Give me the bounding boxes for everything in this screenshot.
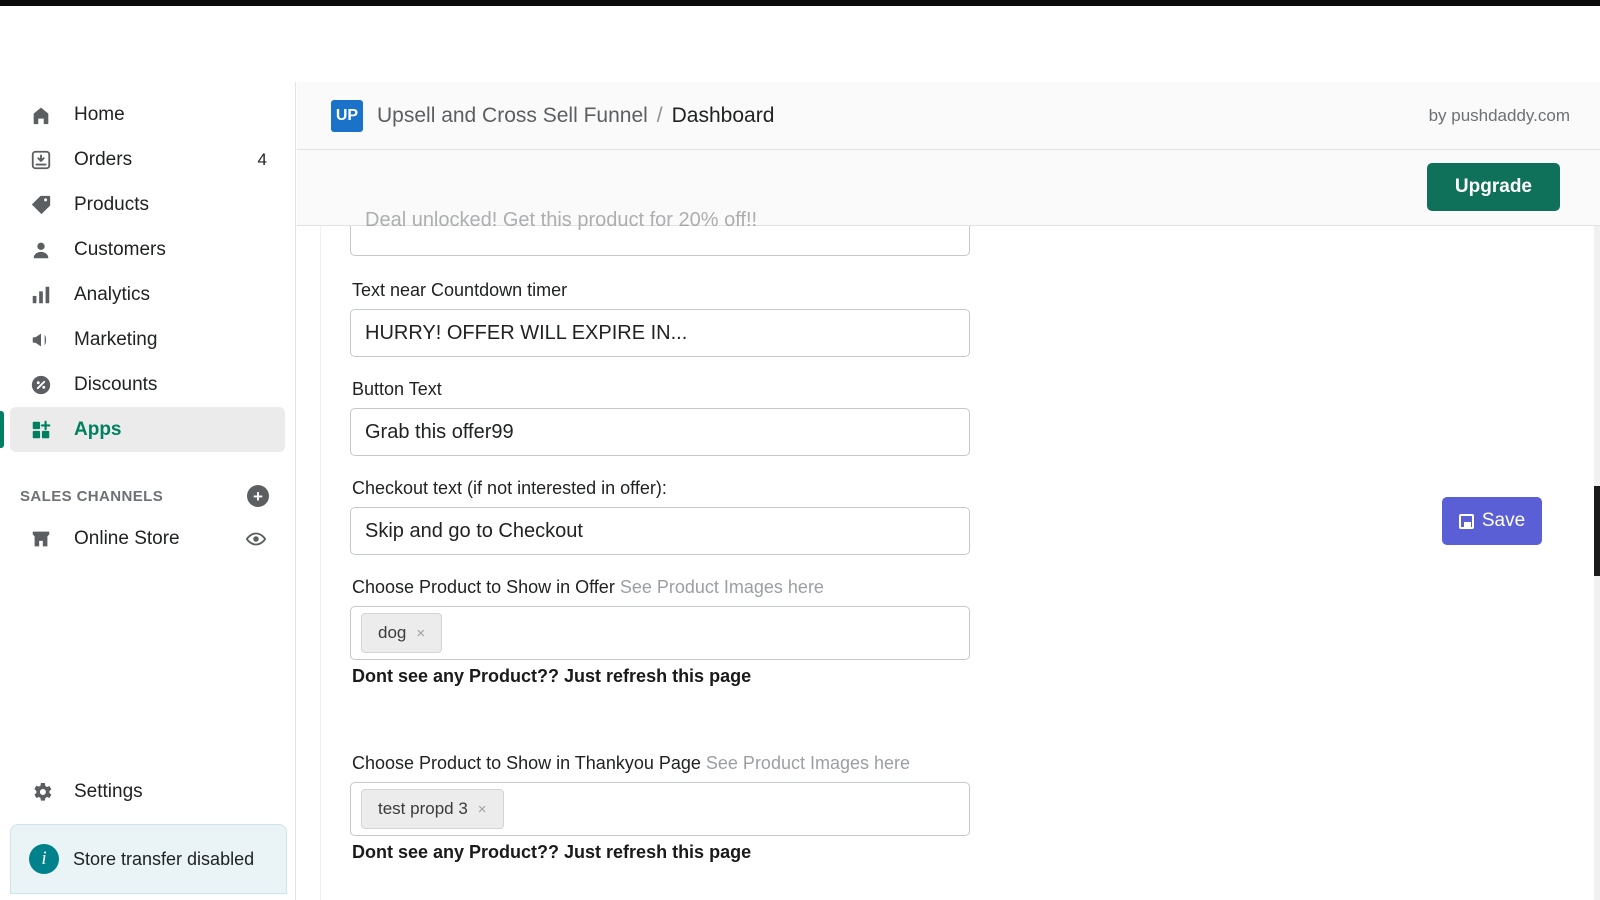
bar-chart-icon bbox=[30, 283, 60, 307]
sales-channels-section-header bbox=[0, 482, 295, 510]
field-label: Checkout text (if not interested in offer): bbox=[352, 478, 667, 498]
home-icon bbox=[30, 103, 60, 127]
checkout-text-input[interactable] bbox=[350, 507, 970, 555]
app-content-frame bbox=[321, 209, 1600, 900]
sidebar-item-orders[interactable] bbox=[10, 137, 285, 182]
app-logo-badge: UP bbox=[331, 100, 363, 132]
field-label: Button Text bbox=[352, 379, 442, 399]
sidebar-item-label: Analytics bbox=[74, 283, 151, 305]
field-button-text bbox=[350, 379, 970, 456]
product-offer-token-field[interactable] bbox=[350, 606, 970, 660]
close-icon[interactable]: × bbox=[477, 800, 487, 818]
sidebar-item-online-store[interactable] bbox=[10, 516, 285, 561]
breadcrumb-page-name: Dashboard bbox=[671, 103, 775, 127]
save-button[interactable] bbox=[1442, 497, 1542, 545]
settings-form bbox=[350, 209, 970, 885]
product-token-label: test propd 3 bbox=[378, 799, 468, 818]
button-text-input[interactable] bbox=[350, 408, 970, 456]
form-spacer bbox=[350, 709, 970, 753]
sidebar-item-label: Orders bbox=[74, 148, 133, 170]
sidebar-item-label: Marketing bbox=[74, 328, 158, 350]
sidebar-item-label: Apps bbox=[74, 418, 122, 440]
sidebar-item-settings[interactable] bbox=[10, 769, 285, 814]
sidebar-item-label: Discounts bbox=[74, 373, 158, 395]
product-token[interactable] bbox=[361, 789, 504, 829]
product-offer-images-link[interactable]: See Product Images here bbox=[619, 577, 824, 597]
field-checkout-text bbox=[350, 478, 970, 555]
countdown-text-input[interactable] bbox=[350, 309, 970, 357]
page-scrollbar-thumb[interactable] bbox=[1594, 486, 1600, 576]
breadcrumb-separator: / bbox=[656, 103, 663, 127]
orders-inbox-icon bbox=[30, 148, 60, 172]
app-header bbox=[297, 82, 1600, 150]
megaphone-icon bbox=[30, 328, 60, 352]
product-thankyou-label: Choose Product to Show in Thankyou Page bbox=[352, 753, 701, 773]
close-icon[interactable]: × bbox=[416, 624, 426, 642]
sidebar-item-customers[interactable] bbox=[10, 227, 285, 272]
offer-headline-input-clipped[interactable] bbox=[350, 209, 970, 256]
person-icon bbox=[30, 238, 60, 262]
store-transfer-banner[interactable] bbox=[10, 824, 287, 894]
sidebar-item-products[interactable] bbox=[10, 182, 285, 227]
app-byline: by pushdaddy.com bbox=[1428, 105, 1570, 125]
page-scrollbar[interactable] bbox=[1594, 226, 1600, 900]
upgrade-button[interactable]: Upgrade bbox=[1427, 163, 1560, 211]
sidebar bbox=[0, 82, 296, 900]
sidebar-item-label: Online Store bbox=[74, 527, 180, 549]
plus-circle-icon[interactable]: + bbox=[247, 485, 269, 507]
sidebar-item-label: Home bbox=[74, 103, 125, 125]
product-thankyou-hint: Dont see any Product?? Just refresh this page bbox=[352, 842, 752, 862]
settings-row bbox=[0, 769, 295, 814]
info-icon: i bbox=[29, 844, 59, 874]
save-disk-icon bbox=[1459, 514, 1474, 529]
apps-grid-icon bbox=[30, 418, 60, 442]
sidebar-item-label: Settings bbox=[74, 780, 143, 802]
save-button-label: Save bbox=[1481, 510, 1526, 531]
breadcrumb-app-name[interactable]: Upsell and Cross Sell Funnel bbox=[377, 103, 648, 127]
sidebar-item-label: Customers bbox=[74, 238, 166, 260]
field-product-thankyou bbox=[350, 753, 970, 863]
sidebar-item-discounts[interactable] bbox=[10, 362, 285, 407]
sidebar-item-label: Products bbox=[74, 193, 149, 215]
product-offer-hint: Dont see any Product?? Just refresh this page bbox=[352, 666, 752, 686]
field-label bbox=[352, 577, 970, 598]
sidebar-item-analytics[interactable] bbox=[10, 272, 285, 317]
offer-headline-value: Deal unlocked! Get this product for 20% off!! bbox=[365, 209, 758, 231]
field-label: Text near Countdown timer bbox=[352, 280, 568, 300]
storefront-icon bbox=[30, 527, 60, 551]
sidebar-item-marketing[interactable] bbox=[10, 317, 285, 362]
sidebar-nav-list bbox=[0, 82, 295, 452]
sidebar-item-home[interactable] bbox=[10, 92, 285, 137]
discount-icon bbox=[30, 373, 60, 397]
eye-icon[interactable] bbox=[245, 528, 267, 550]
store-transfer-banner-label: Store transfer disabled bbox=[73, 848, 255, 869]
product-thankyou-token-field[interactable] bbox=[350, 782, 970, 836]
browser-chrome-blank-area bbox=[0, 6, 1600, 82]
field-label bbox=[352, 753, 970, 774]
product-offer-label: Choose Product to Show in Offer bbox=[352, 577, 615, 597]
orders-count-badge: 4 bbox=[257, 149, 267, 169]
product-thankyou-images-link[interactable]: See Product Images here bbox=[705, 753, 911, 773]
field-product-offer bbox=[350, 577, 970, 687]
sidebar-item-apps[interactable] bbox=[10, 407, 285, 452]
tag-icon bbox=[30, 193, 60, 217]
sales-channels-title: SALES CHANNELS bbox=[20, 487, 164, 505]
gear-icon bbox=[30, 780, 60, 804]
content-left-rail bbox=[297, 226, 321, 900]
field-countdown-text bbox=[350, 280, 970, 357]
product-token-label: dog bbox=[378, 623, 407, 642]
product-token[interactable] bbox=[361, 613, 442, 653]
